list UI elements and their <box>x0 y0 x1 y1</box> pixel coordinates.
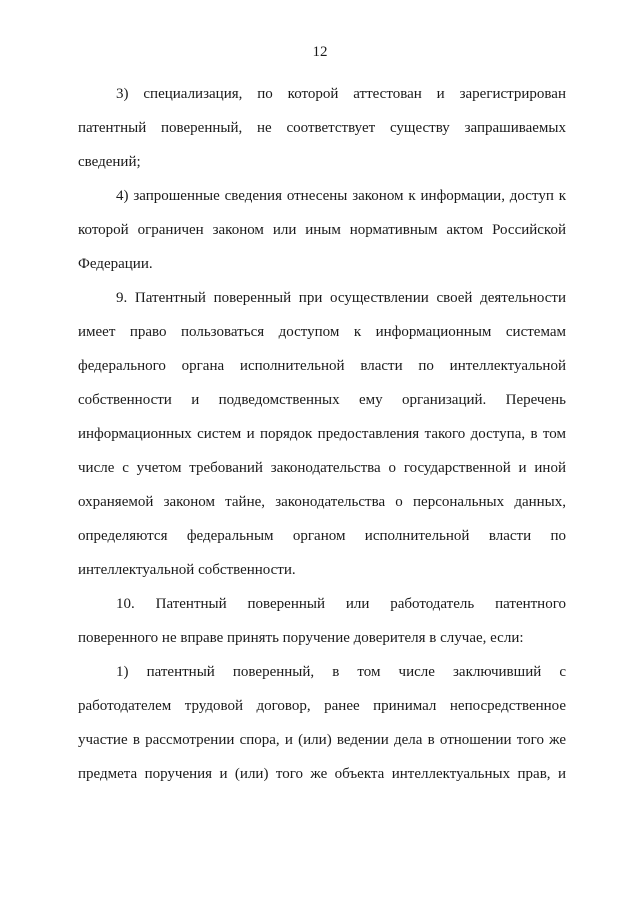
paragraph-item-3 <box>78 77 566 179</box>
text-line: собственности и подведомственных ему организаций. Перечень <box>78 392 566 408</box>
text-line: 10. Патентный поверенный или работодатель патентного <box>116 596 566 612</box>
text-line: 9. Патентный поверенный при осуществлении своей деятельности <box>116 290 566 306</box>
text-line: предмета поручения и (или) того же объекта интеллектуальных прав, и <box>78 766 566 782</box>
text-line: имеет право пользоваться доступом к информационным системам <box>78 324 566 340</box>
text-line: Федерации. <box>78 256 153 272</box>
text-line: интеллектуальной собственности. <box>78 562 296 578</box>
text-line: информационных систем и порядок предоставления такого доступа, в том <box>78 426 566 442</box>
text-line: патентный поверенный, не соответствует существу запрашиваемых <box>78 120 566 136</box>
paragraph-clause-9 <box>78 281 566 587</box>
text-line: поверенного не вправе принять поручение доверителя в случае, если: <box>78 630 524 646</box>
text-line: 3) специализация, по которой аттестован и зарегистрирован <box>116 86 566 102</box>
text-line: охраняемой законом тайне, законодательства о персональных данных, <box>78 494 566 510</box>
text-line: сведений; <box>78 154 141 170</box>
paragraph-clause-10-item-1 <box>78 655 566 791</box>
document-body <box>78 77 566 791</box>
text-line: участие в рассмотрении спора, и (или) ведении дела в отношении того же <box>78 732 566 748</box>
text-line: определяются федеральным органом исполнительной власти по <box>78 528 566 544</box>
paragraph-clause-10 <box>78 587 566 655</box>
text-line: работодателем трудовой договор, ранее принимал непосредственное <box>78 698 566 714</box>
text-line: которой ограничен законом или иным нормативным актом Российской <box>78 222 566 238</box>
page-number: 12 <box>312 44 328 60</box>
text-line: числе с учетом требований законодательства о государственной и иной <box>78 460 566 476</box>
paragraph-item-4 <box>78 179 566 281</box>
text-line: 4) запрошенные сведения отнесены законом к информации, доступ к <box>116 188 566 204</box>
text-line: федерального органа исполнительной власти по интеллектуальной <box>78 358 566 374</box>
text-line: 1) патентный поверенный, в том числе заключивший с <box>116 664 566 680</box>
